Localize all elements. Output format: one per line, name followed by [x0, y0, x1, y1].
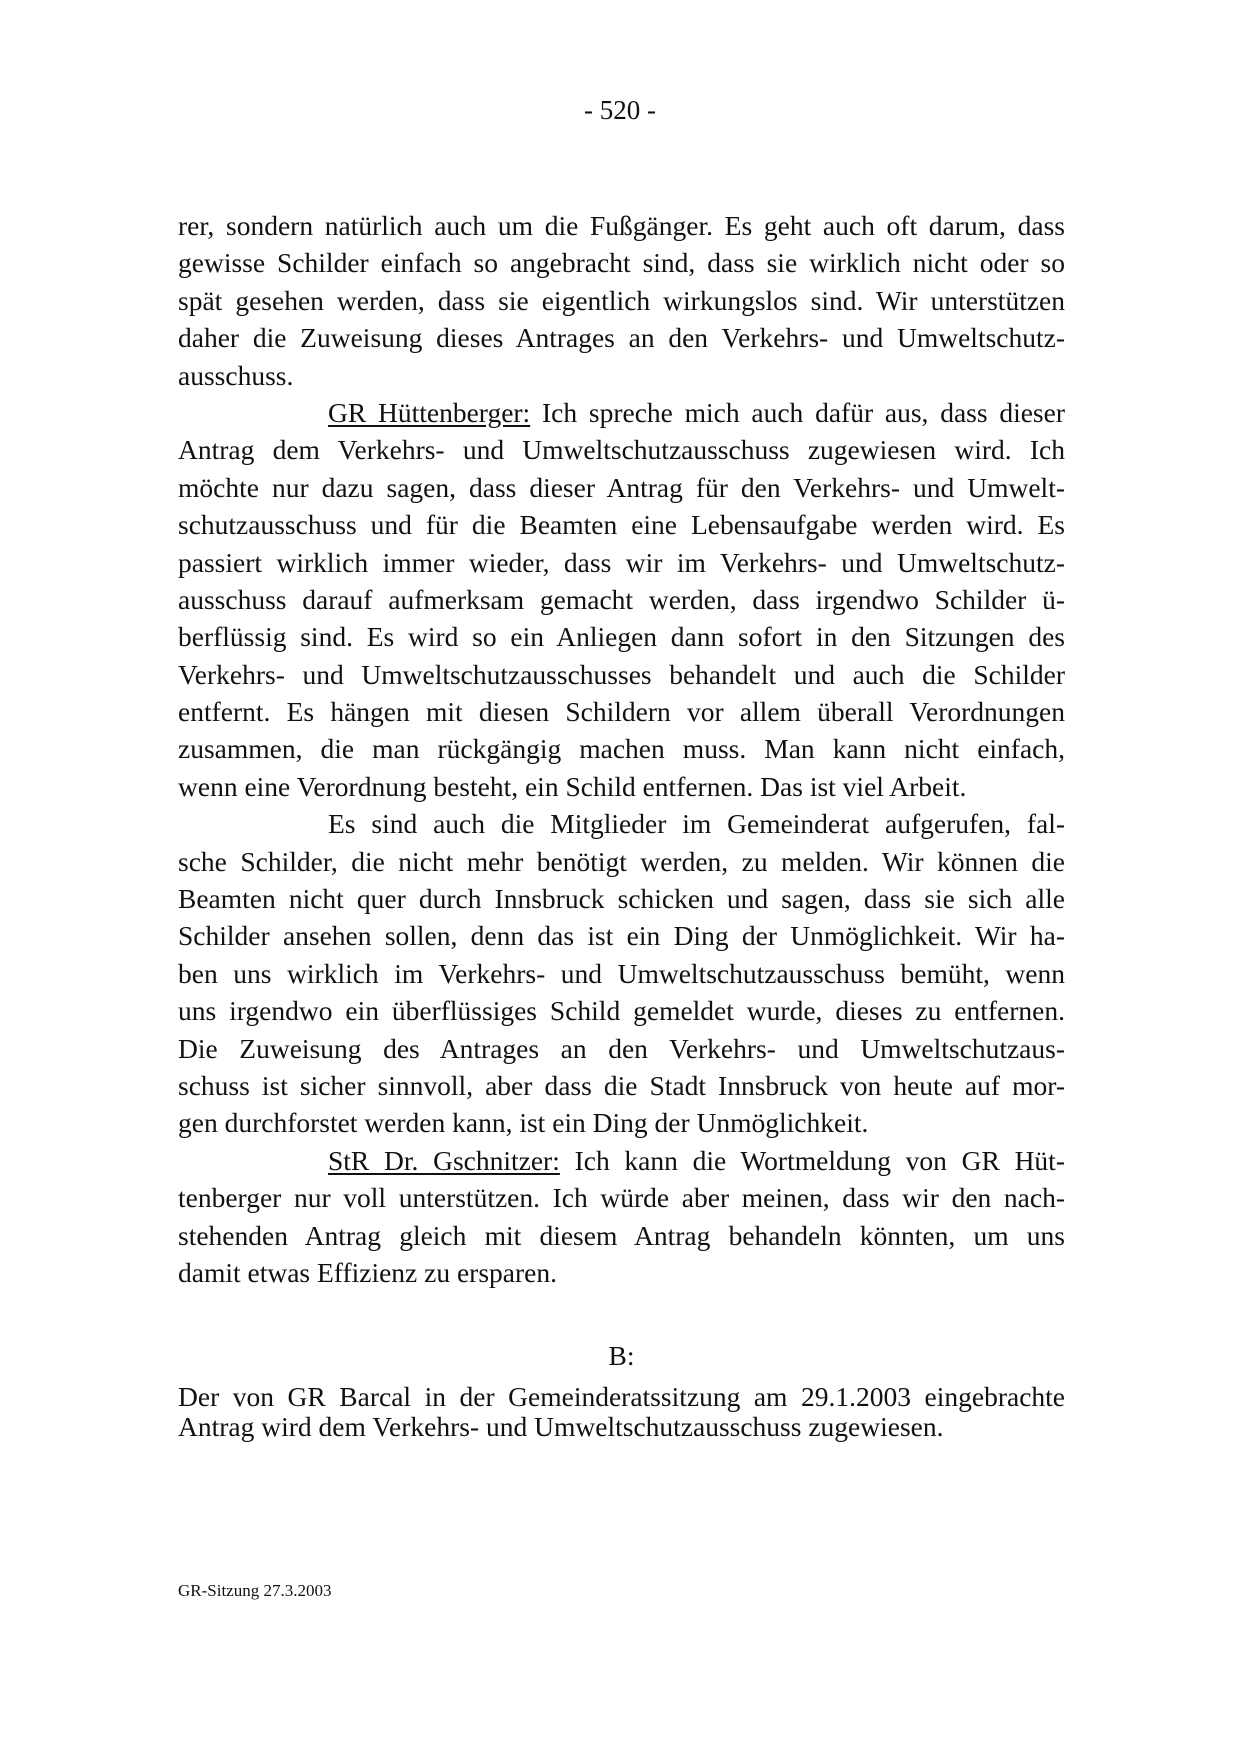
text-line: gewisse Schilder einfach so angebracht sind, dass sie wirklich nicht oder so [178, 247, 1065, 279]
text-fragment: Ich kann die Wortmeldung von GR Hüt- [559, 1144, 1065, 1176]
text-fragment: Ich spreche mich auch dafür aus, dass dieser [530, 396, 1065, 428]
speaker-name: GR Hüttenberger: [328, 396, 531, 428]
text-line: damit etwas Effizienz zu ersparen. [178, 1256, 557, 1288]
text-line [178, 394, 1065, 431]
transcript-body [178, 207, 1065, 1291]
text-line: zusammen, die man rückgängig machen muss. Man kann nicht einfach, [178, 733, 1065, 765]
text-line: stehenden Antrag gleich mit diesem Antrag behandeln könnten, um uns [178, 1219, 1065, 1251]
text-line: möchte nur dazu sagen, dass dieser Antrag für den Verkehrs- und Umwelt- [178, 471, 1065, 503]
text-line: Antrag wird dem Verkehrs- und Umweltschutzausschuss zugewiesen. [178, 1411, 944, 1442]
text-line: Beamten nicht quer durch Innsbruck schicken und sagen, dass sie sich alle [178, 883, 1065, 915]
paragraph-1 [178, 207, 1065, 394]
text-line: entfernt. Es hängen mit diesen Schildern vor allem überall Verordnungen [178, 696, 1065, 728]
decision-label: B: [608, 1340, 635, 1371]
text-line: wenn eine Verordnung besteht, ein Schild entfernen. Das ist viel Arbeit. [178, 770, 967, 802]
text-line: Es sind auch die Mitglieder im Gemeinderat aufgerufen, fal- [328, 808, 1065, 840]
text-line: schuss ist sicher sinnvoll, aber dass die Stadt Innsbruck von heute auf mor- [178, 1069, 1065, 1101]
text-line: ausschuss. [178, 359, 294, 391]
decision-text [178, 1382, 1065, 1442]
text-line: passiert wirklich immer wieder, dass wir im Verkehrs- und Umweltschutz- [178, 546, 1065, 578]
text-line: Der von GR Barcal in der Gemeinderatssitzung am 29.1.2003 eingebrachte [178, 1381, 1065, 1412]
speaker-name: StR Dr. Gschnitzer: [328, 1144, 560, 1176]
text-line: schutzausschuss und für die Beamten eine Lebensaufgabe werden wird. Es [178, 509, 1065, 541]
page-number: - 520 - [584, 95, 656, 125]
text-line: Die Zuweisung des Antrages an den Verkehrs- und Umweltschutzaus- [178, 1032, 1065, 1064]
paragraph-2 [178, 394, 1065, 805]
text-line: berflüssig sind. Es wird so ein Anliegen dann sofort in den Sitzungen des [178, 621, 1065, 653]
text-line: ausschuss darauf aufmerksam gemacht werden, dass irgendwo Schilder ü- [178, 583, 1065, 615]
text-line: daher die Zuweisung dieses Antrages an den Verkehrs- und Umweltschutz- [178, 322, 1065, 354]
text-line: Verkehrs- und Umweltschutzausschusses behandelt und auch die Schilder [178, 658, 1065, 690]
footer-session-date: GR-Sitzung 27.3.2003 [178, 1581, 332, 1600]
text-line: ben uns wirklich im Verkehrs- und Umweltschutzausschuss bemüht, wenn [178, 957, 1065, 989]
text-line: spät gesehen werden, dass sie eigentlich wirkungslos sind. Wir unterstützen [178, 284, 1065, 316]
text-line: gen durchforstet werden kann, ist ein Ding der Unmöglichkeit. [178, 1107, 869, 1139]
text-line: sche Schilder, die nicht mehr benötigt werden, zu melden. Wir können die [178, 845, 1065, 877]
text-line [178, 1142, 1065, 1179]
text-line: rer, sondern natürlich auch um die Fußgänger. Es geht auch oft darum, dass [178, 210, 1065, 241]
text-line: Antrag dem Verkehrs- und Umweltschutzausschuss zugewiesen wird. Ich [178, 434, 1065, 466]
text-line: tenberger nur voll unterstützen. Ich würde aber meinen, dass wir den nach- [178, 1182, 1065, 1214]
paragraph-3 [178, 805, 1065, 1142]
text-line: uns irgendwo ein überflüssiges Schild gemeldet wurde, dieses zu entfernen. [178, 995, 1065, 1027]
paragraph-4 [178, 1142, 1065, 1292]
text-line: Schilder ansehen sollen, denn das ist ein Ding der Unmöglichkeit. Wir ha- [178, 920, 1065, 952]
